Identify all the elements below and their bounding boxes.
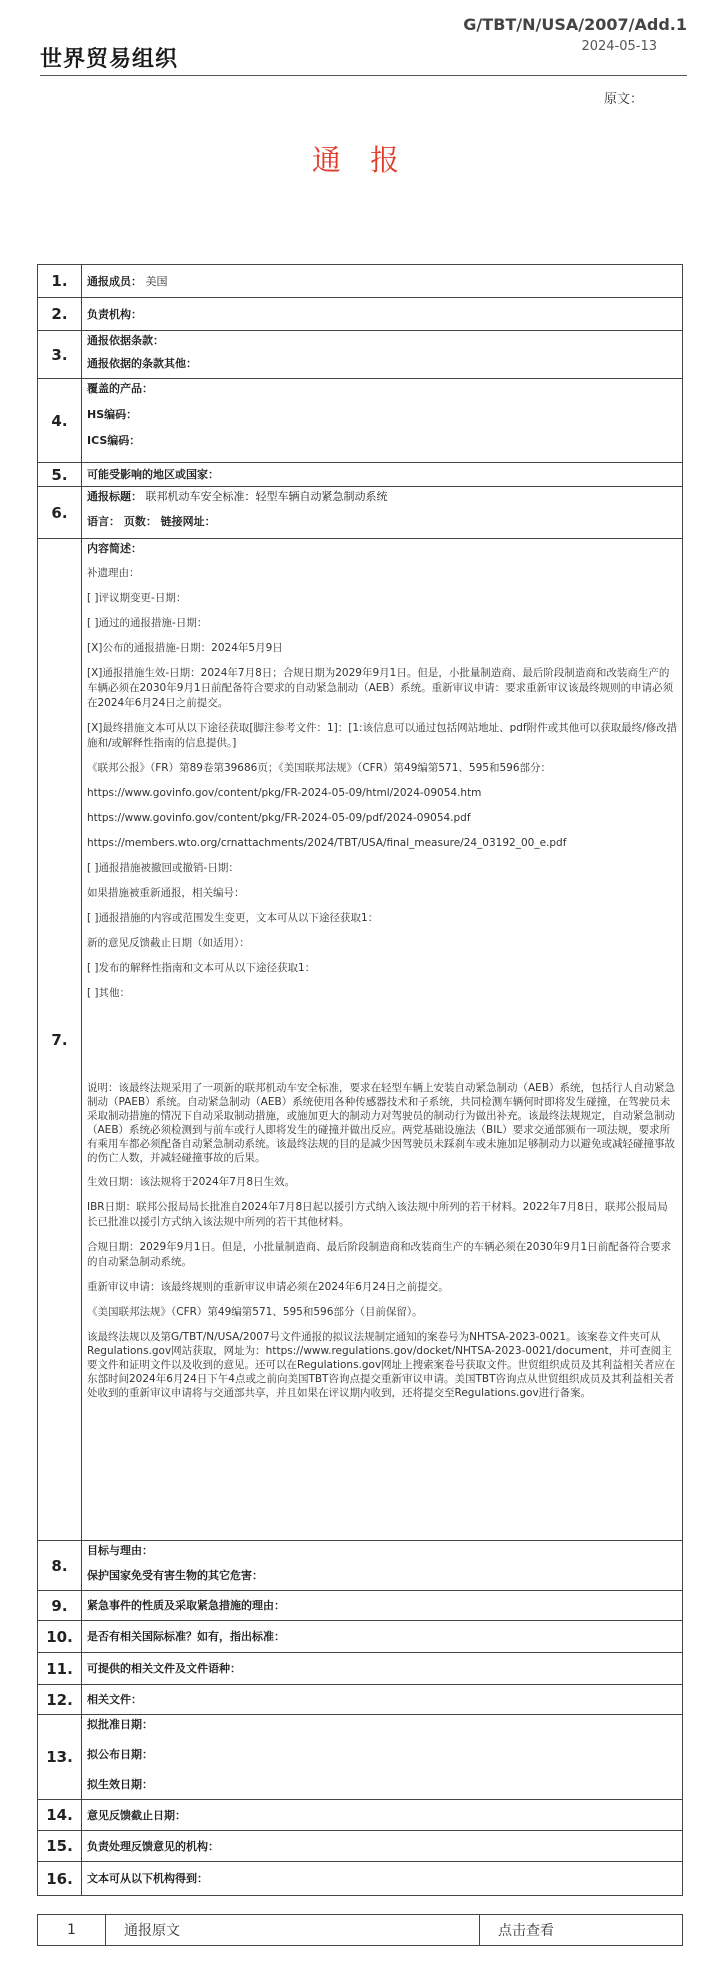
- row-content: [82, 1715, 683, 1800]
- field-label: 意见反馈截止日期：: [87, 1808, 186, 1822]
- paragraph: [ ]通报措施的内容或范围发生变更，文本可从以下途径获取1：: [87, 912, 379, 924]
- row-content: [82, 487, 683, 539]
- table-row: [38, 1800, 683, 1831]
- document-date: 2024-05-13: [581, 39, 657, 54]
- table-row: [38, 1685, 683, 1715]
- paragraph: IBR日期：联邦公报局局长批准自2024年7月8日起以援引方式纳入该法规中所列的若干材料。2022年7月8日，联邦公报局局长已批准以援引方式纳入该法规中所列的若干其他材料。: [87, 1201, 668, 1228]
- table-row: [38, 1621, 683, 1653]
- paragraph: 新的意见反馈截止日期（如适用）：: [87, 937, 250, 949]
- field-label: 目标与理由：: [87, 1544, 153, 1557]
- field-label: ICS编码：: [87, 434, 141, 447]
- field-label: 保护国家免受有害生物的其它危害：: [87, 1569, 263, 1582]
- row-number: 8.: [38, 1541, 82, 1591]
- paragraph: [ ]通报措施被撤回或撤销-日期：: [87, 862, 239, 874]
- row-number: 15.: [38, 1831, 82, 1862]
- paragraph: [ ]通过的通报措施-日期：: [87, 617, 208, 629]
- field-label: 拟批准日期：: [87, 1718, 153, 1731]
- row-content: [82, 1621, 683, 1653]
- table-row: [38, 331, 683, 379]
- row-content: [82, 1591, 683, 1621]
- attachment-name: 通报原文: [106, 1915, 480, 1946]
- url-link[interactable]: https://www.govinfo.gov/content/pkg/FR-2024-05-09/pdf/2024-09054.pdf: [87, 812, 471, 824]
- row-content: [82, 298, 683, 331]
- paragraph: 补遗理由：: [87, 567, 140, 579]
- table-row: [38, 539, 683, 1541]
- paragraph: [ ]发布的解释性指南和文本可从以下途径获取1：: [87, 962, 316, 974]
- row-content: [82, 539, 683, 1541]
- row-content: [82, 331, 683, 379]
- notification-table: [37, 264, 683, 1896]
- table-row: [38, 1715, 683, 1800]
- table-row: [38, 1862, 683, 1896]
- row-number: 2.: [38, 298, 82, 331]
- row-number: 16.: [38, 1862, 82, 1896]
- field-label: 是否有相关国际标准？如有，指出标准：: [87, 1630, 285, 1643]
- row-number: 1.: [38, 265, 82, 298]
- paragraph: 《联邦公报》（FR）第89卷第39686页；《美国联邦法规》（CFR）第49编第571、595和596部分：: [87, 762, 551, 774]
- field-label: 可能受影响的地区或国家：: [87, 468, 219, 481]
- paragraph: [ ]其他：: [87, 987, 131, 999]
- row-content: [82, 463, 683, 487]
- row-content: [82, 265, 683, 298]
- field-label: 通报依据条款：: [87, 334, 164, 347]
- row-number: 6.: [38, 487, 82, 539]
- field-label: 通报标题：: [87, 490, 142, 503]
- paragraph: [X]最终措施文本可从以下途径获取[脚注参考文件：1]：[1:该信息可以通过包括网站地址、pdf附件或其他可以获取最终/修改措施和/或解释性指南的信息提供。]: [87, 722, 678, 749]
- field-label: 文本可从以下机构得到：: [87, 1872, 208, 1885]
- field-label: 通报依据的条款其他：: [87, 357, 197, 370]
- table-row: [38, 487, 683, 539]
- url-link[interactable]: https://members.wto.org/crnattachments/2024/TBT/USA/final_measure/24_03192_00_e.pdf: [87, 837, 567, 849]
- paragraph: [ ]评议期变更-日期：: [87, 592, 187, 604]
- field-label: 紧急事件的性质及采取紧急措施的理由：: [87, 1599, 285, 1612]
- table-row: [38, 1653, 683, 1685]
- field-label: HS编码：: [87, 408, 138, 421]
- header-divider: [40, 75, 687, 76]
- field-label: 内容简述：: [87, 542, 142, 555]
- attachment-table: [37, 1914, 683, 1946]
- row-number: 12.: [38, 1685, 82, 1715]
- row-number: 10.: [38, 1621, 82, 1653]
- field-label: 拟公布日期：: [87, 1748, 153, 1761]
- page-title: 通 报: [311, 143, 410, 177]
- paragraph: 如果措施被重新通报，相关编号：: [87, 887, 245, 899]
- original-language-label: 原文：: [603, 92, 643, 107]
- table-row: [38, 463, 683, 487]
- paragraph: [X]通报措施生效-日期：2024年7月8日；合规日期为2029年9月1日。但是，小批量制造商、最后阶段制造商和改装商生产的车辆必须在2030年9月1日前配备符合要求的自动紧急制动（AEB）系统。重新审议申请：要求重新审议该最终规则的申请必须在2024年6月24日之前提交。: [87, 667, 674, 709]
- row-number: 13.: [38, 1715, 82, 1800]
- paragraph: 合规日期：2029年9月1日。但是，小批量制造商、最后阶段制造商和改装商生产的车辆必须在2030年9月1日前配备符合要求的自动紧急制动系统。: [87, 1241, 672, 1268]
- view-link[interactable]: 点击查看: [480, 1915, 683, 1946]
- paragraph: 生效日期：该法规将于2024年7月8日生效。: [87, 1176, 296, 1188]
- field-label: 相关文件：: [87, 1693, 142, 1706]
- field-value: 联邦机动车安全标准：轻型车辆自动紧急制动系统: [145, 490, 388, 503]
- field-label: 可提供的相关文件及文件语种：: [87, 1662, 241, 1675]
- row-number: 14.: [38, 1800, 82, 1831]
- org-name: 世界贸易组织: [40, 47, 179, 72]
- row-content: [82, 1862, 683, 1896]
- description-paragraph: 说明：该最终法规采用了一项新的联邦机动车安全标准，要求在轻型车辆上安装自动紧急制动（AEB）系统，包括行人自动紧急制动（PAEB）系统。自动紧急制动（AEB）系统使用各种传感器技术和子系统，共同检测车辆何时即将发生碰撞，在驾驶员未采取制动措施的情况下自动采取制动措施，或施加更大的制动力对驾驶员的制动行为做出补充。该最终法规规定，自动紧急制动（AEB）系统必须检测到与前车或行人即将发生的碰撞并做出反应。两党基础设施法（BIL）要求交通部颁布一项法规，要求所有乘用车都必须配备自动紧急制动系统。该最终法规的目的是减少因驾驶员未踩刹车或未施加足够制动力以避免或减轻碰撞事故的伤亡人数，并减轻碰撞事故的后果。: [87, 1082, 676, 1164]
- row-content: [82, 379, 683, 463]
- paragraph: [X]公布的通报措施-日期：2024年5月9日: [87, 642, 283, 654]
- row-number: 5.: [38, 463, 82, 487]
- row-number: 7.: [38, 539, 82, 1541]
- row-number: 3.: [38, 331, 82, 379]
- table-row: [38, 1831, 683, 1862]
- paragraph: 《美国联邦法规》（CFR）第49编第571、595和596部分（目前保留）。: [87, 1306, 423, 1318]
- row-number: 9.: [38, 1591, 82, 1621]
- blank-space: [87, 1011, 678, 1081]
- table-row: [38, 379, 683, 463]
- table-row: [38, 298, 683, 331]
- field-label: 拟生效日期：: [87, 1778, 153, 1791]
- field-label: 负责机构：: [87, 307, 142, 321]
- row-content: [82, 1685, 683, 1715]
- attachment-row: [38, 1915, 683, 1946]
- attachment-number: 1: [38, 1915, 106, 1946]
- row-number: 11.: [38, 1653, 82, 1685]
- row-number: 4.: [38, 379, 82, 463]
- table-row: [38, 265, 683, 298]
- paragraph: 重新审议申请：该最终规则的重新审议申请必须在2024年6月24日之前提交。: [87, 1281, 449, 1293]
- row-content: [82, 1653, 683, 1685]
- field-label: 语言： 页数： 链接网址：: [87, 515, 216, 528]
- field-label: 覆盖的产品：: [87, 382, 153, 395]
- row-content: [82, 1541, 683, 1591]
- field-label: 通报成员：: [87, 274, 142, 288]
- description-paragraph: 该最终法规以及第G/TBT/N/USA/2007号文件通报的拟议法规制定通知的案卷号为NHTSA-2023-0021。该案卷文件夹可从Regulations.gov网站获取，网址为：https://www.regulations.gov/docket/NHTSA-2023-0021/document，并可查阅主要文件和证明文件以及收到的意见。还可以在Regulations.gov网址上搜索案卷号获取文件。世贸组织成员及其利益相关者应在东部时间2024年6月24日下午4点或之前向美国TBT咨询点提交重新审议申请。美国TBT咨询点从世贸组织成员及其利益相关者处收到的重新审议申请将与交通部共享，并且如果在评议期内收到，还将提交至Regulations.gov进行备案。: [87, 1331, 676, 1399]
- table-row: [38, 1541, 683, 1591]
- table-row: [38, 1591, 683, 1621]
- field-label: 负责处理反馈意见的机构：: [87, 1839, 219, 1853]
- url-link[interactable]: https://www.govinfo.gov/content/pkg/FR-2024-05-09/html/2024-09054.htm: [87, 787, 482, 799]
- document-number: G/TBT/N/USA/2007/Add.1: [463, 15, 687, 34]
- row-content: [82, 1831, 683, 1862]
- field-value: 美国: [145, 274, 168, 288]
- row-content: [82, 1800, 683, 1831]
